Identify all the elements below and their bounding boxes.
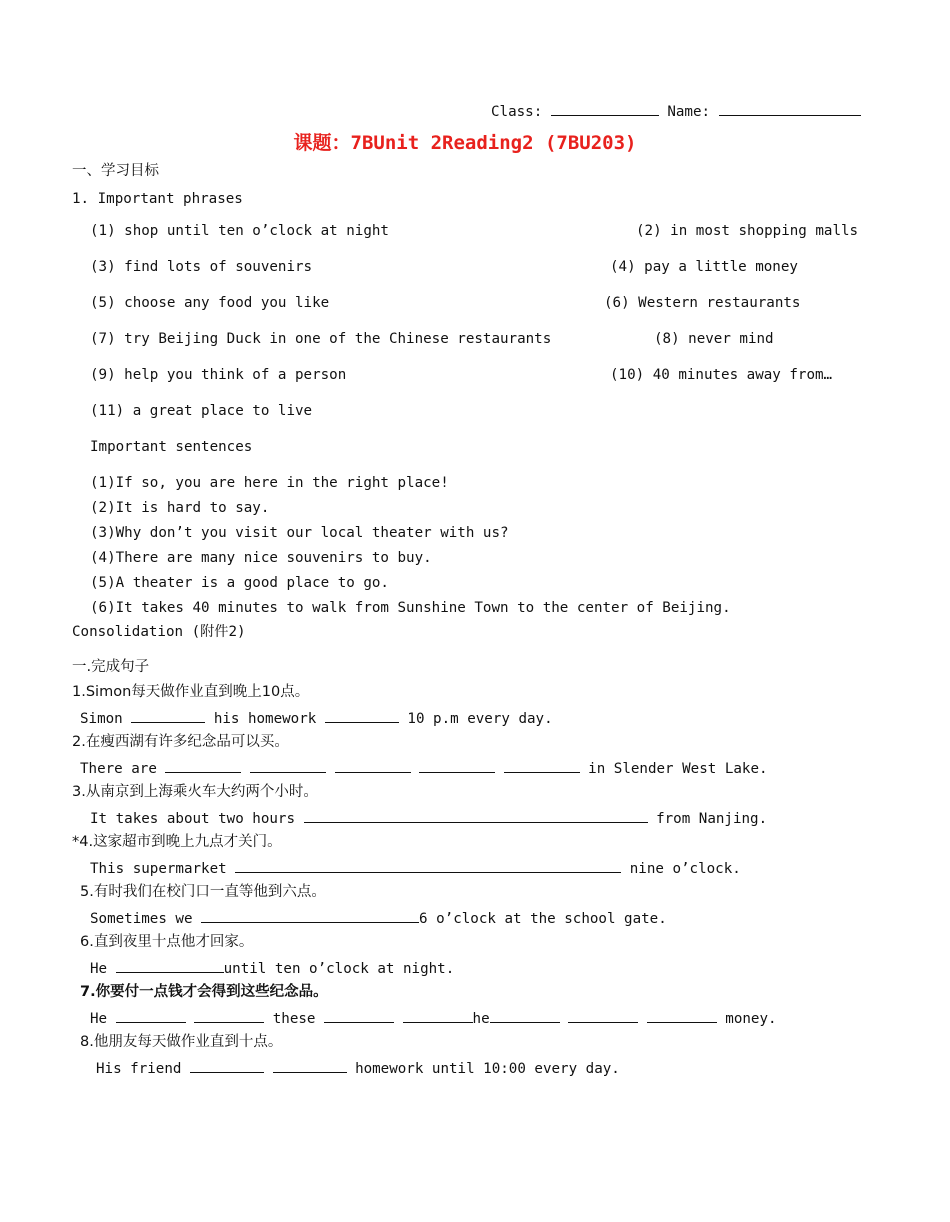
phrase-item: (2) in most shopping malls — [636, 223, 859, 239]
question-cn: 1.Simon每天做作业直到晚上10点。 — [72, 684, 310, 700]
sentence-item: (6)It takes 40 minutes to walk from Sunshine Town to the center of Beijing. — [90, 600, 731, 616]
question-en: This supermarket nine o’clock. — [90, 858, 741, 878]
question-cn: *4.这家超市到晚上九点才关门。 — [72, 834, 282, 850]
sentence-item: (2)It is hard to say. — [90, 500, 270, 516]
answer-blank[interactable] — [504, 758, 580, 773]
name-label: Name: — [667, 104, 711, 120]
answer-blank[interactable] — [273, 1058, 347, 1073]
answer-blank[interactable] — [403, 1008, 473, 1023]
sentence-item: (5)A theater is a good place to go. — [90, 575, 389, 591]
class-label: Class: — [491, 104, 543, 120]
answer-blank[interactable] — [190, 1058, 264, 1073]
question-en: There are in Slender West Lake. — [80, 758, 768, 778]
answer-blank[interactable] — [194, 1008, 264, 1023]
answer-blank[interactable] — [490, 1008, 560, 1023]
exercise-heading: 一.完成句子 — [72, 659, 150, 675]
phrase-item: (5) choose any food you like — [90, 295, 330, 311]
question-en: Simon his homework 10 p.m every day. — [80, 708, 553, 728]
question-cn: 6.直到夜里十点他才回家。 — [80, 934, 254, 950]
phrase-item: (6) Western restaurants — [604, 295, 801, 311]
answer-blank[interactable] — [116, 1008, 186, 1023]
answer-blank[interactable] — [325, 708, 399, 723]
sentence-item: (3)Why don’t you visit our local theater with us? — [90, 525, 509, 541]
class-name-header — [491, 101, 861, 121]
question-en: He until ten o’clock at night. — [90, 958, 454, 978]
answer-blank[interactable] — [324, 1008, 394, 1023]
phrase-item: (10) 40 minutes away from… — [610, 367, 833, 383]
phrase-item: (7) try Beijing Duck in one of the Chinese restaurants — [90, 331, 552, 347]
name-field[interactable] — [719, 101, 861, 116]
phrase-item: (9) help you think of a person — [90, 367, 347, 383]
question-en: It takes about two hours from Nanjing. — [90, 808, 767, 828]
phrases-heading: 1. Important phrases — [72, 191, 243, 207]
phrase-item: (8) never mind — [654, 331, 774, 347]
question-cn: 3.从南京到上海乘火车大约两个小时。 — [72, 784, 318, 800]
sentence-item: (4)There are many nice souvenirs to buy. — [90, 550, 432, 566]
question-cn: 7.你要付一点钱才会得到这些纪念品。 — [80, 984, 328, 1000]
phrase-item: (1) shop until ten o’clock at night — [90, 223, 389, 239]
answer-blank[interactable] — [201, 908, 419, 923]
phrase-item: (3) find lots of souvenirs — [90, 259, 313, 275]
answer-blank[interactable] — [647, 1008, 717, 1023]
class-field[interactable] — [551, 101, 659, 116]
phrase-item: (11) a great place to live — [90, 403, 313, 419]
sentence-item: (1)If so, you are here in the right place! — [90, 475, 449, 491]
answer-blank[interactable] — [335, 758, 411, 773]
answer-blank[interactable] — [116, 958, 224, 973]
sentences-heading: Important sentences — [90, 439, 253, 455]
question-cn: 8.他朋友每天做作业直到十点。 — [80, 1034, 283, 1050]
answer-blank[interactable] — [419, 758, 495, 773]
question-cn: 5.有时我们在校门口一直等他到六点。 — [80, 884, 326, 900]
answer-blank[interactable] — [165, 758, 241, 773]
question-en: He these he money. — [90, 1008, 777, 1028]
answer-blank[interactable] — [131, 708, 205, 723]
answer-blank[interactable] — [250, 758, 326, 773]
consolidation-label: Consolidation (附件2) — [72, 624, 246, 640]
question-en: Sometimes we 6 o’clock at the school gate. — [90, 908, 667, 928]
answer-blank[interactable] — [568, 1008, 638, 1023]
question-cn: 2.在瘦西湖有许多纪念品可以买。 — [72, 734, 289, 750]
section-heading-objectives: 一、学习目标 — [72, 163, 159, 179]
answer-blank[interactable] — [235, 858, 621, 873]
phrase-item: (4) pay a little money — [610, 259, 798, 275]
page-title: 课题：7BUnit 2Reading2 (7BU203) — [293, 132, 637, 154]
question-en: His friend homework until 10:00 every day. — [96, 1058, 620, 1078]
answer-blank[interactable] — [304, 808, 648, 823]
